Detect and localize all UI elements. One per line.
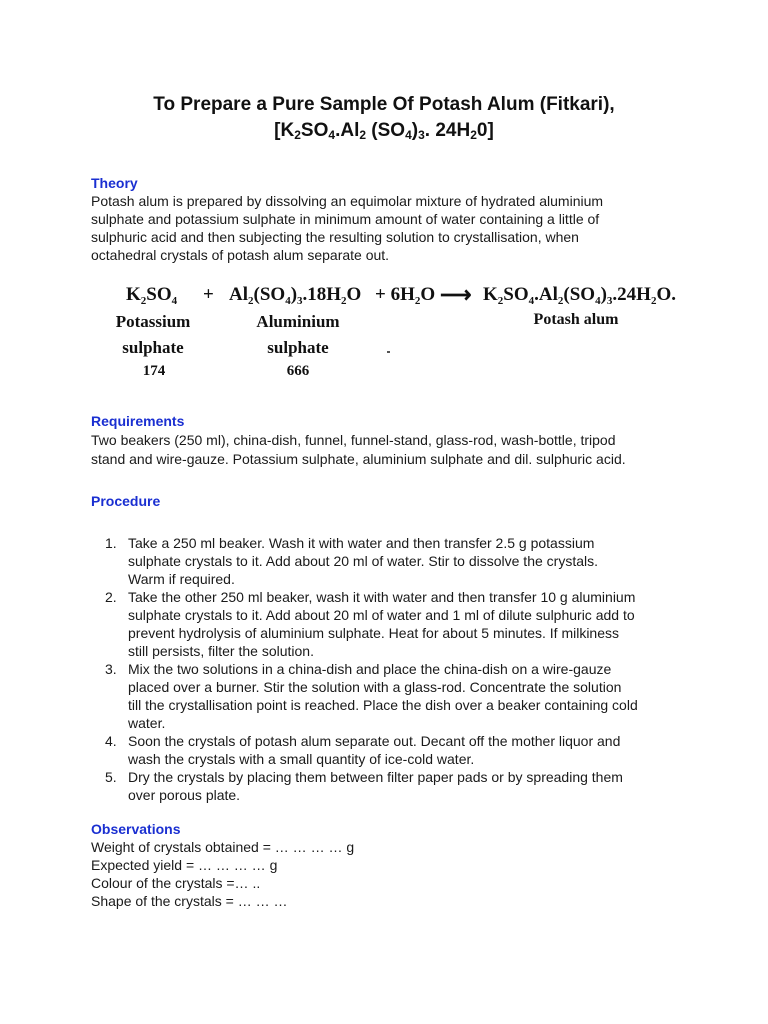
- equation-label-reactant-2-line2: sulphate: [267, 338, 329, 357]
- requirements-text-line: Two beakers (250 ml), china-dish, funnel, funnel-stand, glass-rod, wash-bottle, tripod: [91, 432, 616, 448]
- procedure-step: [91, 534, 691, 588]
- equation-label-reactant-2: Aluminium: [256, 312, 340, 331]
- observation-line: Expected yield = … … … … g: [91, 857, 278, 873]
- step-number: 2.: [105, 589, 117, 605]
- page-title: To Prepare a Pure Sample Of Potash Alum (Fitkari),: [153, 94, 615, 115]
- equation-label-product: Potash alum: [533, 311, 619, 328]
- requirements-text-line: stand and wire-gauze. Potassium sulphate, aluminium sulphate and dil. sulphuric acid.: [91, 451, 626, 467]
- step-text-line: Take a 250 ml beaker. Wash it with water and then transfer 2.5 g potassium: [128, 535, 595, 551]
- equation-reactant-2: $Al_2(SO_4)_3.18H_2O$: [229, 284, 362, 307]
- equation-product: $K_2SO_4.Al_2(SO_4)_3.24H_2O$.: [483, 284, 676, 307]
- equation-mass-reactant-1: 174: [142, 363, 166, 379]
- requirements-heading: Requirements: [91, 413, 185, 429]
- step-number: 4.: [105, 733, 117, 749]
- equation-label-reactant-1-line2: sulphate: [122, 338, 184, 357]
- observation-line: Shape of the crystals = … … …: [91, 893, 288, 909]
- step-text-line: Mix the two solutions in a china-dish and place the china-dish on a wire-gauze: [128, 661, 612, 677]
- step-text-line: sulphate crystals to it. Add about 20 ml of water. Stir to dissolve the crystals.: [128, 553, 598, 569]
- procedure-list: [91, 534, 691, 804]
- step-number: 1.: [105, 535, 117, 551]
- step-text-line: Dry the crystals by placing them between filter paper pads or by spreading them: [128, 769, 623, 785]
- theory-text-line: octahedral crystals of potash alum separate out.: [91, 247, 390, 263]
- step-text-line: Take the other 250 ml beaker, wash it with water and then transfer 10 g aluminium: [128, 589, 636, 605]
- equation-water: + $6H_2O$: [375, 284, 436, 307]
- step-text-line: still persists, filter the solution.: [128, 643, 314, 659]
- theory-text-line: sulphate and potassium sulphate in minimum amount of water containing a little of: [91, 211, 600, 227]
- theory-text-line: Potash alum is prepared by dissolving an equimolar mixture of hydrated aluminium: [91, 193, 604, 209]
- step-text-line: till the crystallisation point is reached. Place the dish over a beaker containing cold: [128, 697, 638, 713]
- step-text-line: Warm if required.: [128, 571, 235, 587]
- procedure-step: [91, 588, 691, 660]
- procedure-step: [91, 768, 691, 804]
- procedure-heading: Procedure: [91, 493, 161, 509]
- step-number: 3.: [105, 661, 117, 677]
- step-text-line: wash the crystals with a small quantity of ice-cold water.: [128, 751, 475, 767]
- equation-label-reactant-1: Potassium: [115, 312, 191, 331]
- theory-heading: Theory: [91, 175, 138, 191]
- step-number: 5.: [105, 769, 117, 785]
- procedure-step: [91, 732, 691, 768]
- observation-line: Weight of crystals obtained = … … … … g: [91, 839, 355, 855]
- reaction-arrow-icon: ⟶: [440, 282, 472, 307]
- step-text-line: over porous plate.: [128, 787, 241, 803]
- theory-text-line: sulphuric acid and then subjecting the resulting solution to crystallisation, when: [91, 229, 579, 245]
- step-text-line: placed over a burner. Stir the solution with a glass-rod. Concentrate the solution: [128, 679, 622, 695]
- step-text-line: Soon the crystals of potash alum separate out. Decant off the mother liquor and: [128, 733, 621, 749]
- step-text-line: prevent hydrolysis of aluminium sulphate. Heat for about 5 minutes. If milkiness: [128, 625, 620, 641]
- observations-heading: Observations: [91, 821, 181, 837]
- stray-mark: [387, 351, 390, 353]
- equation-plus: +: [203, 284, 214, 305]
- equation-mass-reactant-2: 666: [286, 363, 310, 379]
- equation-reactant-1: $K_2SO_4$: [126, 284, 178, 307]
- step-text-line: water.: [128, 715, 166, 731]
- observation-line: Colour of the crystals =… ..: [91, 875, 261, 891]
- procedure-step: [91, 660, 691, 732]
- step-text-line: sulphate crystals to it. Add about 20 ml of water and 1 ml of dilute sulphuric add to: [128, 607, 635, 623]
- page-title-formula: [$K_2SO_4.Al_2$ $(SO_4)_3$. $24H_20$]: [274, 120, 494, 142]
